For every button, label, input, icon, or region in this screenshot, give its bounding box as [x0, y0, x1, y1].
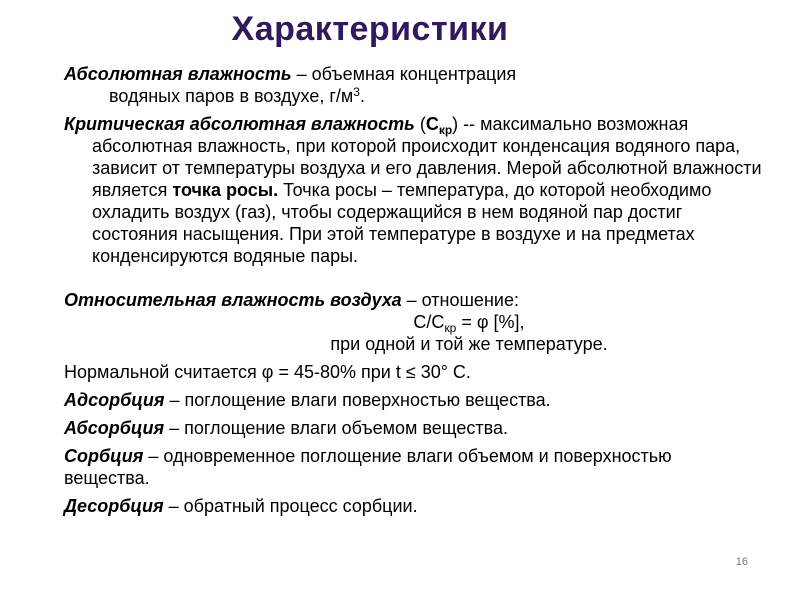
abs-humidity-end: . [359, 86, 365, 106]
abs-humidity-term: Абсолютная влажность [64, 64, 292, 84]
rel-humidity-note: при одной и той же температуре. [330, 334, 608, 354]
absorption-text: – поглощение влаги объемом вещества. [164, 418, 508, 438]
slide-title: Характеристики [231, 10, 509, 48]
formula-left: С/С [413, 312, 445, 332]
desorption-paragraph [64, 495, 764, 517]
formula-right: = φ [%], [456, 312, 525, 332]
slide-body [64, 63, 764, 517]
crit-humidity-term: Критическая абсолютная влажность [64, 114, 415, 134]
crit-humidity-text1: ) -- максимально возможная абсолютная влажность, при которой происходит конденсация водяного пара, зависит от температуры воздуха и его давления. Мерой абсолютной влажности является [92, 114, 762, 200]
absorption-paragraph [64, 417, 764, 439]
sorption-term: Сорбция [64, 446, 144, 466]
rel-humidity-paragraph [64, 289, 764, 311]
abs-humidity-text2: водяных паров в воздухе, г/м [109, 86, 354, 106]
abs-humidity-text1: – объемная концентрация [291, 64, 517, 84]
crit-humidity-paragraph [64, 113, 764, 267]
crit-humidity-open: ( [414, 114, 426, 134]
adsorption-text: – поглощение влаги поверхностью вещества. [164, 390, 551, 410]
adsorption-term: Адсорбция [64, 390, 165, 410]
abs-humidity-paragraph [64, 63, 764, 85]
sorption-paragraph [64, 445, 674, 489]
desorption-term: Десорбция [64, 496, 164, 516]
absorption-term: Абсорбция [64, 418, 165, 438]
desorption-text: – обратный процесс сорбции. [163, 496, 418, 516]
formula-sub: кр [444, 321, 457, 335]
page-number: 16 [735, 556, 748, 568]
rel-humidity-term: Относительная влажность воздуха [64, 290, 402, 310]
adsorption-paragraph [64, 389, 764, 411]
crit-humidity-sub: кр [438, 123, 453, 137]
crit-humidity-text2: Точка росы – температура, до которой необходимо охладить воздух (газ), чтобы содержащийся в нем водяной пар достиг состояния насыщения. При этой температуре в воздухе и на предметах конденсируются водяные пары. [92, 180, 712, 266]
abs-humidity-sup: 3 [353, 85, 360, 99]
crit-humidity-symbol: С [425, 114, 439, 134]
rel-humidity-formula [64, 311, 764, 333]
abs-humidity-line2 [64, 85, 764, 107]
rel-humidity-text: – отношение: [401, 290, 519, 310]
normal-humidity-paragraph: Нормальной считается φ = 45-80% при t ≤ 30° С. [64, 362, 471, 382]
dew-point-term: точка росы. [172, 180, 279, 200]
sorption-text: – одновременное поглощение влаги объемом и поверхностью вещества. [64, 446, 672, 488]
